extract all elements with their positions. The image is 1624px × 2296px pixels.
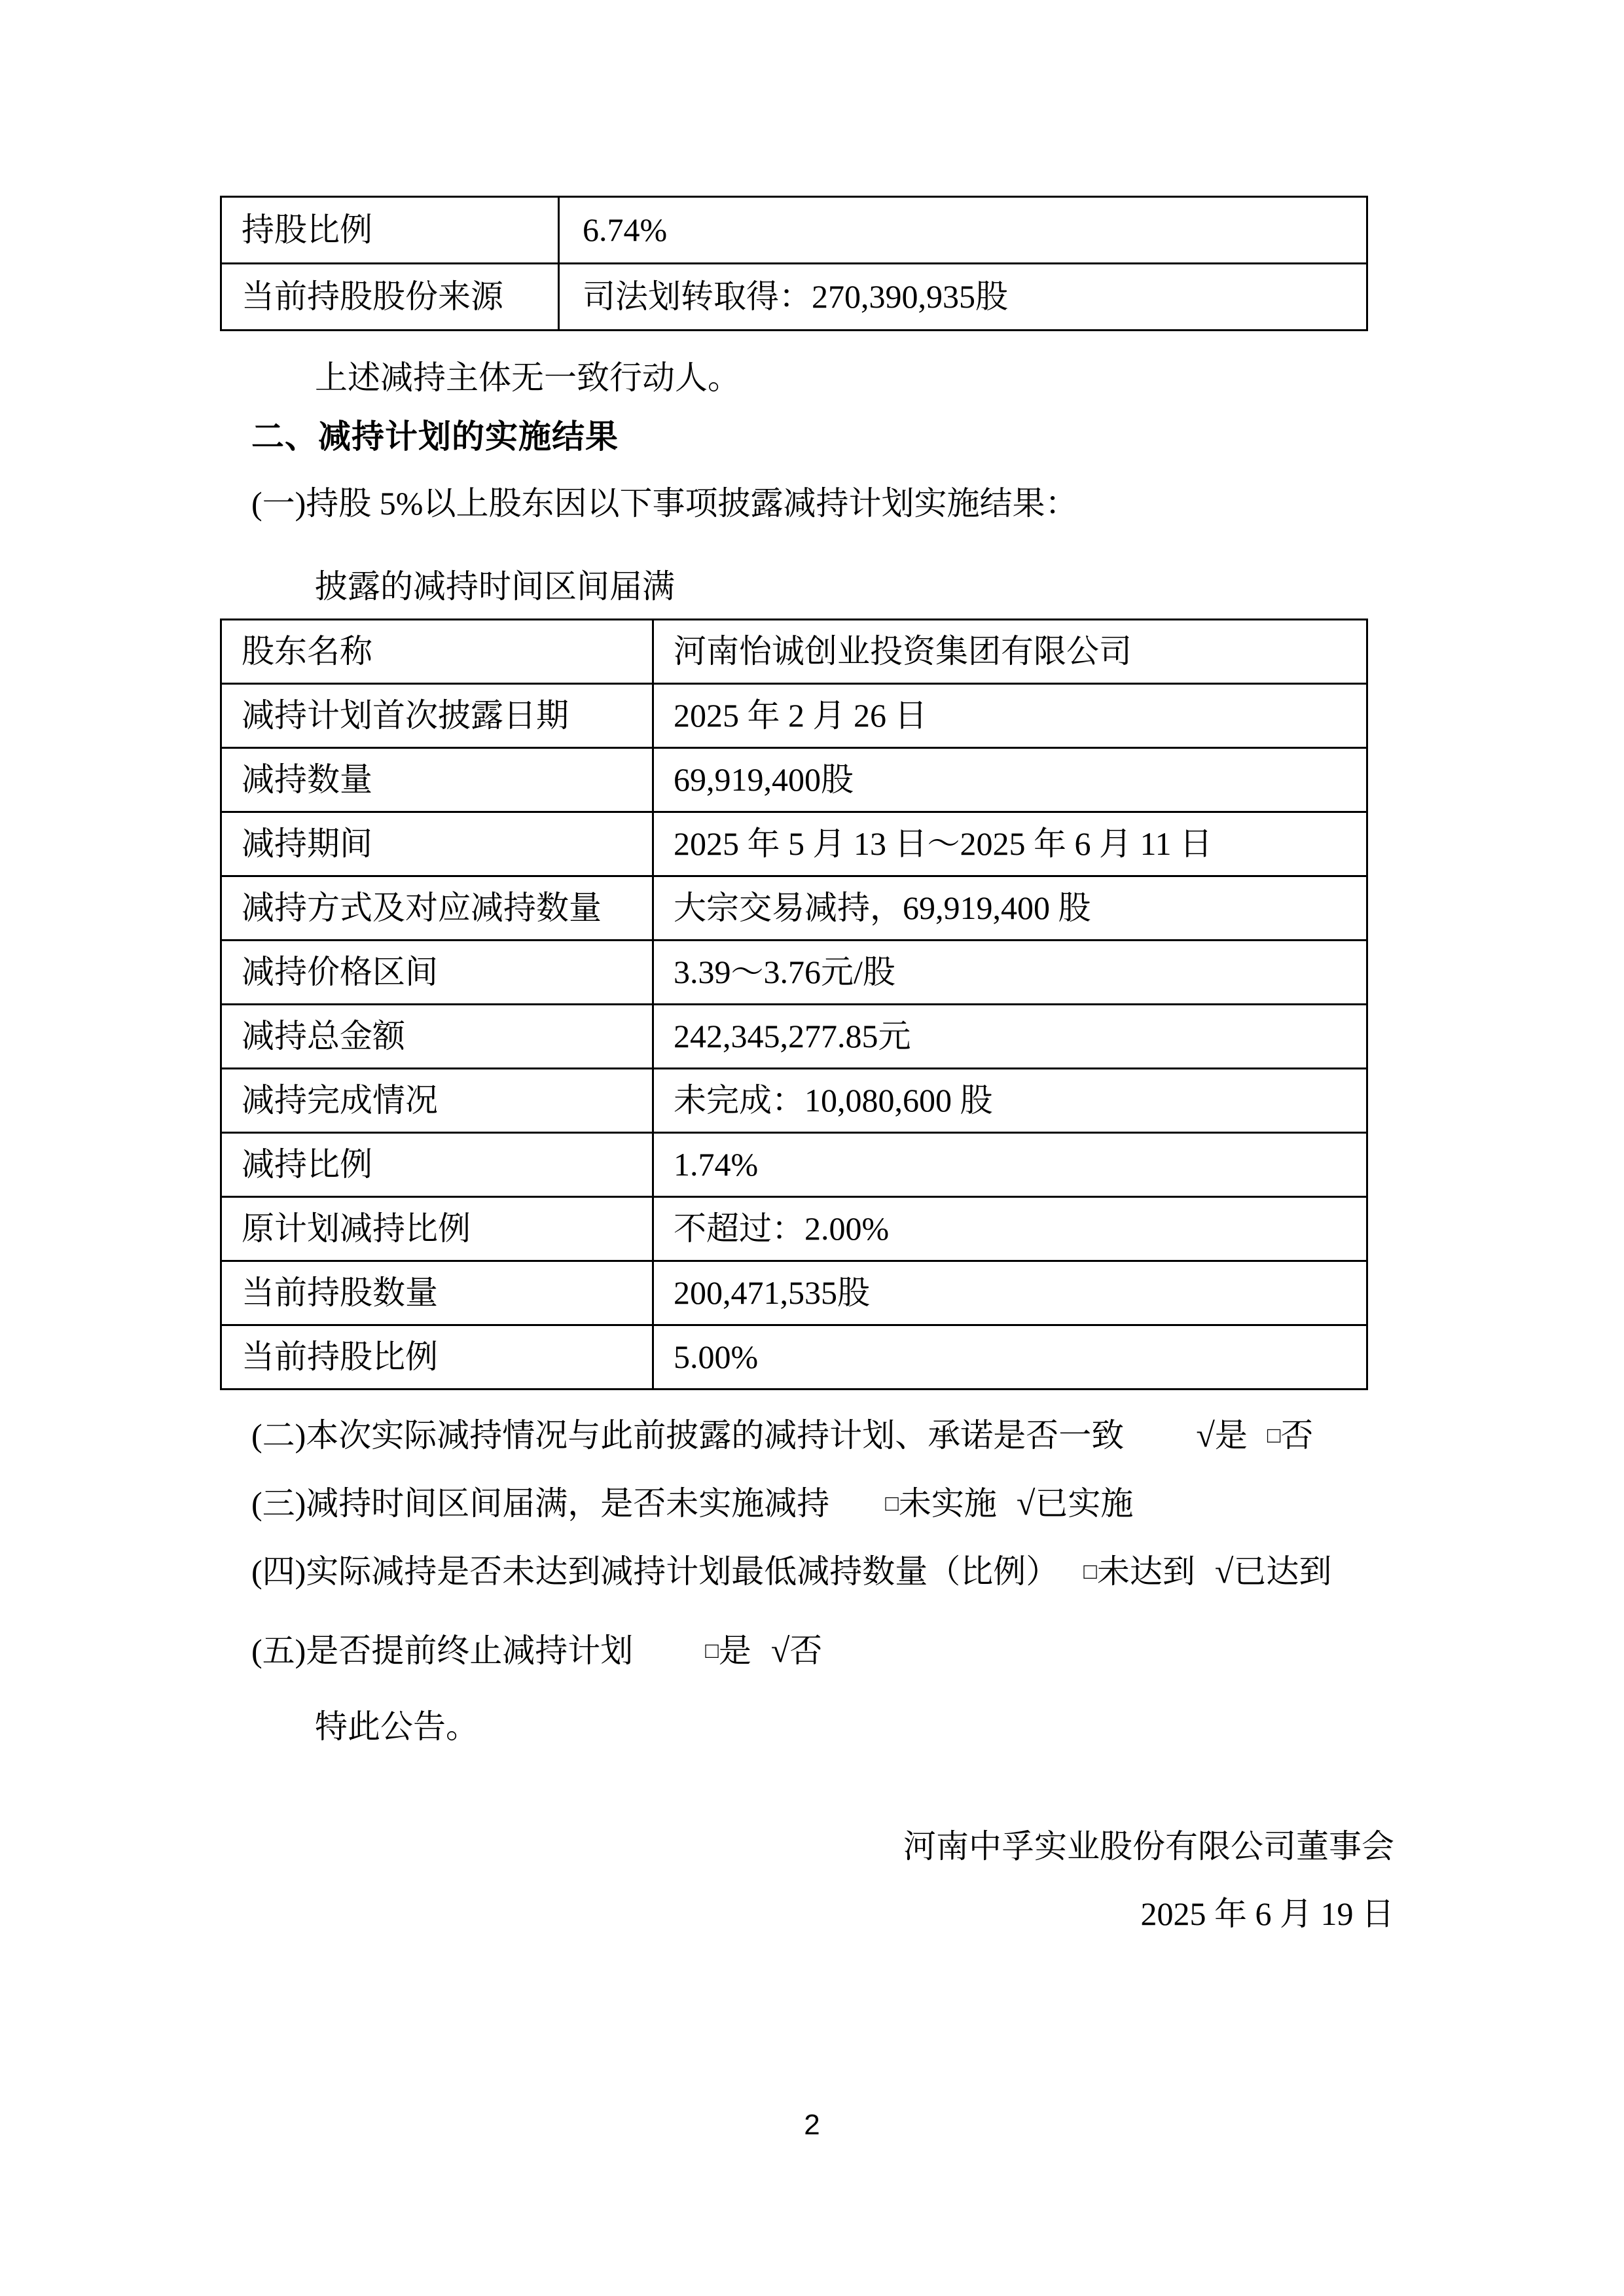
option-no (771, 1632, 823, 1669)
item-4-options (1083, 1546, 1331, 1598)
row-value: 5.00% (653, 1325, 1367, 1390)
checkbox-icon: □ (1083, 1560, 1097, 1584)
row-label: 减持计划首次披露日期 (221, 684, 653, 748)
table-row (221, 1005, 1367, 1069)
item-2-options (1196, 1410, 1313, 1462)
row-label: 持股比例 (221, 197, 559, 264)
row-label: 减持比例 (221, 1133, 653, 1197)
row-label: 原计划减持比例 (221, 1197, 653, 1261)
item-4-label: (四)实际减持是否未达到减持计划最低减持数量（比例） (251, 1553, 1059, 1590)
option-implemented (1017, 1485, 1134, 1522)
disclosure-period-note: 披露的减持时间区间届满 (315, 568, 675, 605)
table-row (221, 941, 1367, 1005)
option-not-reached (1083, 1553, 1195, 1590)
reduction-result-table (220, 619, 1368, 1390)
option-label: 未达到 (1096, 1553, 1195, 1590)
item-5-options (705, 1625, 822, 1677)
option-label: 未实施 (898, 1485, 997, 1522)
row-value: 69,919,400股 (653, 748, 1367, 812)
checkmark-icon: √ (770, 1632, 790, 1670)
row-label: 减持方式及对应减持数量 (221, 876, 653, 941)
option-yes (1196, 1417, 1248, 1454)
option-label: 是 (718, 1632, 751, 1669)
item-3-label: (三)减持时间区间届满，是否未实施减持 (251, 1485, 830, 1522)
table-row (221, 876, 1367, 941)
row-label: 当前持股股份来源 (221, 264, 559, 331)
checkmark-icon: √ (1196, 1417, 1215, 1454)
table-row (221, 264, 1367, 331)
signature-company: 河南中孚实业股份有限公司董事会 (903, 1828, 1394, 1865)
row-value: 242,345,277.85元 (653, 1005, 1367, 1069)
document-content (220, 196, 1394, 1939)
row-label: 减持完成情况 (221, 1069, 653, 1133)
item-1: (一)持股 5%以上股东因以下事项披露减持计划实施结果： (251, 485, 1078, 522)
option-no (1267, 1417, 1314, 1454)
option-label: 否 (789, 1632, 823, 1669)
signature-date: 2025 年 6 月 19 日 (1140, 1895, 1394, 1932)
row-value: 河南怡诚创业投资集团有限公司 (653, 620, 1367, 684)
row-value: 3.39～3.76元/股 (653, 941, 1367, 1005)
row-label: 减持期间 (221, 812, 653, 876)
row-label: 减持数量 (221, 748, 653, 812)
row-value: 200,471,535股 (653, 1261, 1367, 1325)
row-value: 2025 年 2 月 26 日 (653, 684, 1367, 748)
option-label: 否 (1280, 1417, 1314, 1454)
table-row (221, 748, 1367, 812)
row-value: 不超过：2.00% (653, 1197, 1367, 1261)
table-row (221, 1133, 1367, 1197)
table-row (221, 1325, 1367, 1390)
option-label: 已达到 (1233, 1553, 1332, 1590)
row-value: 6.74% (559, 197, 1367, 264)
option-reached (1215, 1553, 1332, 1590)
row-value: 2025 年 5 月 13 日～2025 年 6 月 11 日 (653, 812, 1367, 876)
table-row (221, 1197, 1367, 1261)
item-5 (220, 1625, 1394, 1677)
option-label: 已实施 (1035, 1485, 1134, 1522)
checkbox-icon: □ (705, 1639, 719, 1663)
option-yes (705, 1632, 751, 1669)
row-label: 减持总金额 (221, 1005, 653, 1069)
option-label: 是 (1214, 1417, 1248, 1454)
table-row (221, 1069, 1367, 1133)
item-4 (220, 1546, 1394, 1598)
row-value: 司法划转取得：270,390,935股 (559, 264, 1367, 331)
item-2-label: (二)本次实际减持情况与此前披露的减持计划、承诺是否一致 (251, 1417, 1125, 1454)
row-value: 大宗交易减持，69,919,400 股 (653, 876, 1367, 941)
table-row (221, 812, 1367, 876)
holder-info-table (220, 196, 1368, 331)
row-value: 未完成：10,080,600 股 (653, 1069, 1367, 1133)
row-label: 当前持股数量 (221, 1261, 653, 1325)
row-value: 1.74% (653, 1133, 1367, 1197)
table-row (221, 684, 1367, 748)
item-2 (220, 1410, 1394, 1462)
item-5-label: (五)是否提前终止减持计划 (251, 1632, 634, 1669)
checkmark-icon: √ (1214, 1553, 1234, 1590)
section-heading: 二、减持计划的实施结果 (251, 418, 619, 455)
row-label: 减持价格区间 (221, 941, 653, 1005)
table-row (221, 197, 1367, 264)
item-3-options (885, 1478, 1133, 1530)
row-label: 股东名称 (221, 620, 653, 684)
checkbox-icon: □ (1267, 1424, 1281, 1448)
no-concert-party-note: 上述减持主体无一致行动人。 (315, 359, 740, 396)
row-label: 当前持股比例 (221, 1325, 653, 1390)
option-not-implemented (885, 1485, 997, 1522)
checkmark-icon: √ (1016, 1485, 1036, 1522)
checkbox-icon: □ (885, 1492, 899, 1516)
closing-note: 特此公告。 (315, 1708, 478, 1745)
item-3 (220, 1478, 1394, 1530)
table-row (221, 1261, 1367, 1325)
page-number: 2 (804, 2109, 820, 2141)
table-row (221, 620, 1367, 684)
